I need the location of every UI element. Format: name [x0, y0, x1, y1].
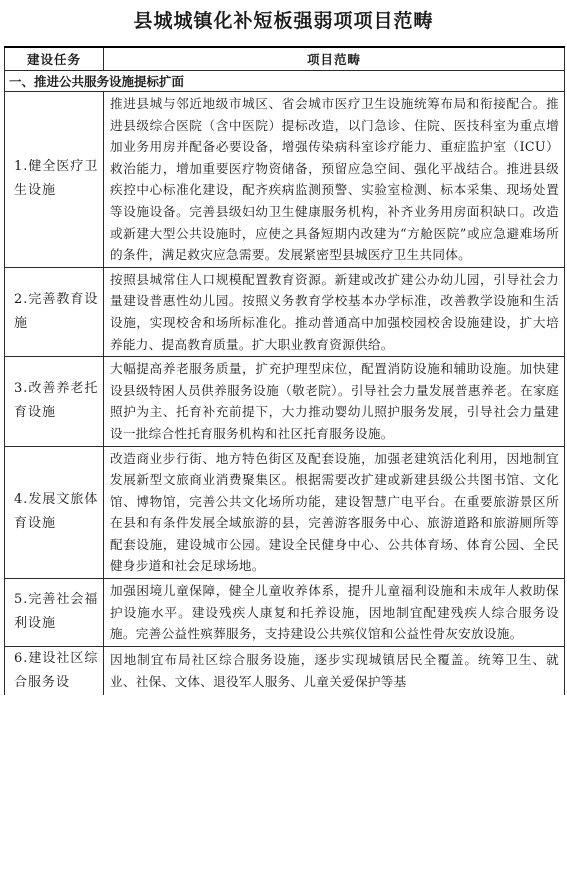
header-scope: 项目范畴 [104, 47, 565, 71]
table-row [5, 267, 565, 356]
task-cell: 4.发展文旅体育设施 [5, 446, 104, 579]
section-title: 一、推进公共服务设施提标扩面 [5, 71, 565, 92]
table-row [5, 446, 565, 579]
section-row [5, 71, 565, 92]
scope-cell: 加强困境儿童保障，健全儿童收养体系，提升儿童福利设施和未成年人救助保护设施水平。建设残疾人康复和托养设施，因地制宜配建残疾人综合服务设施。完善公益性殡葬服务，支持建设公共殡仪馆和公益性骨灰安放设施。 [104, 579, 565, 647]
scope-cell: 推进县城与邻近地级市城区、省会城市医疗卫生设施统筹布局和衔接配合。推进县级综合医院（含中医院）提标改造，以门急诊、住院、医技科室为重点增加业务用房并配备必要设备，增强传染病科室诊疗能力、重症监护室（ICU）救治能力，增加重要医疗物资储备，预留应急空间、强化平战结合。推进县级疾控中心标准化建设，配齐疾病监测预警、实验室检测、标本采集、现场处置等设施设备。完善县级妇幼卫生健康服务机构，补齐业务用房面积缺口。改造或新建大型公共设施时，应使之具备短期内改建为“方舱医院”或应急避难场所的条件，满足救灾应急需要。发展紧密型县城医疗卫生共同体。 [104, 92, 565, 268]
scope-cell: 改造商业步行街、地方特色街区及配套设施，加强老建筑活化利用，因地制宜发展新型文旅商业消费聚集区。根据需要改扩建或新建县级公共图书馆、文化馆、博物馆，完善公共文化场所功能，建设智慧广电平台。在重要旅游景区所在县和有条件发展全域旅游的县，完善游客服务中心、旅游道路和旅游厕所等配套设施，建设城市公园。建设全民健身中心、公共体育场、体育公园、全民健身步道和社会足球场地。 [104, 446, 565, 579]
scope-cell: 按照县城常住人口规模配置教育资源。新建或改扩建公办幼儿园，引导社会力量建设普惠性幼儿园。按照义务教育学校基本办学标准，改善教学设施和生活设施，实现校舍和场所标准化。推动普通高中加强校园校舍设施建设，扩大培养能力、提高教育质量。扩大职业教育资源供给。 [104, 267, 565, 356]
table-row [5, 357, 565, 446]
table-row [5, 646, 565, 695]
task-cell: 6.建设社区综合服务设 [5, 646, 104, 695]
task-cell: 5.完善社会福利设施 [5, 579, 104, 647]
scope-cell: 因地制宜布局社区综合服务设施，逐步实现城镇居民全覆盖。统筹卫生、就业、社保、文体、退役军人服务、儿童关爱保护等基 [104, 646, 565, 695]
project-scope-table [4, 46, 565, 695]
task-cell: 2.完善教育设施 [5, 267, 104, 356]
table-header-row [5, 47, 565, 71]
scope-cell: 大幅提高养老服务质量，扩充护理型床位，配置消防设施和辅助设施。加快建设县级特困人员供养服务设施（敬老院）。引导社会力量发展普惠养老。在家庭照护为主、托育补充前提下，大力推动婴幼儿照护服务发展，引导社会力量建设一批综合性托育服务机构和社区托育服务设施。 [104, 357, 565, 446]
task-cell: 3.改善养老托育设施 [5, 357, 104, 446]
table-row [5, 92, 565, 268]
document-title: 县城城镇化补短板强弱项项目范畴 [133, 10, 434, 32]
table-row [5, 579, 565, 647]
header-task: 建设任务 [5, 47, 104, 71]
task-cell: 1.健全医疗卫生设施 [5, 92, 104, 268]
